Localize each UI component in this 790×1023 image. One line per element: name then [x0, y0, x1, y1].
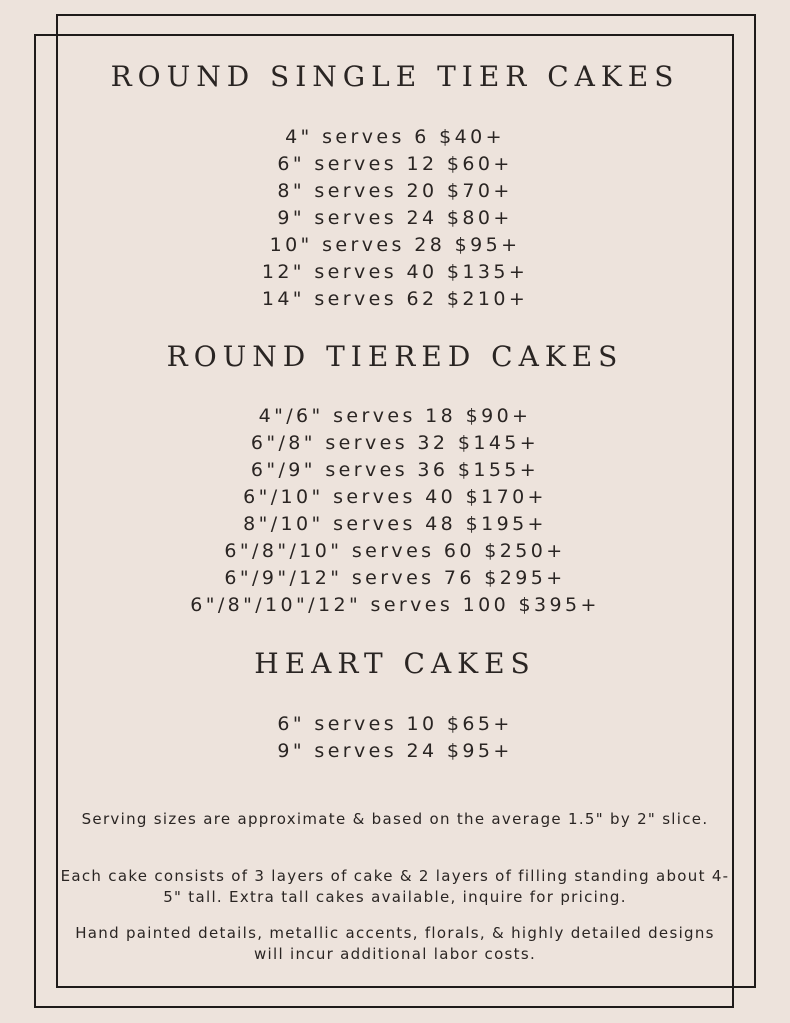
price-item: 9" serves 24 $95+: [277, 740, 513, 762]
price-item: 6"/8"/10"/12" serves 100 $395+: [190, 594, 600, 616]
price-list-round-tiered: [34, 403, 756, 619]
section-title-round-tiered: ROUND TIERED CAKES: [166, 340, 624, 373]
price-item: 6"/10" serves 40 $170+: [243, 486, 547, 508]
price-item: 8"/10" serves 48 $195+: [243, 513, 547, 535]
price-item: 6"/9"/12" serves 76 $295+: [224, 567, 566, 589]
note-cake-layers: Each cake consists of 3 layers of cake & 2 layers of filling standing about 4-5" tall. Extra tall cakes available, inquire for pricing.: [60, 867, 730, 906]
price-item: 4" serves 6 $40+: [285, 126, 505, 148]
price-item: 4"/6" serves 18 $90+: [258, 405, 532, 427]
price-item: 10" serves 28 $95+: [269, 234, 521, 256]
price-list-heart: [34, 711, 756, 765]
note-additional-costs: Hand painted details, metallic accents, florals, & highly detailed designs will incur additional labor costs.: [75, 924, 715, 963]
price-item: 14" serves 62 $210+: [261, 288, 529, 310]
price-item: 6"/8"/10" serves 60 $250+: [224, 540, 566, 562]
price-item: 9" serves 24 $80+: [277, 207, 513, 229]
section-title-heart: HEART CAKES: [254, 647, 536, 680]
note-serving-sizes: Serving sizes are approximate & based on the average 1.5" by 2" slice.: [81, 810, 709, 828]
price-item: 6"/8" serves 32 $145+: [250, 432, 540, 454]
price-item: 8" serves 20 $70+: [277, 180, 513, 202]
price-list-round-single-tier: [34, 124, 756, 313]
price-item: 12" serves 40 $135+: [261, 261, 529, 283]
section-title-round-single-tier: ROUND SINGLE TIER CAKES: [110, 60, 680, 93]
price-item: 6"/9" serves 36 $155+: [250, 459, 540, 481]
price-item: 6" serves 12 $60+: [277, 153, 513, 175]
price-item: 6" serves 10 $65+: [277, 713, 513, 735]
